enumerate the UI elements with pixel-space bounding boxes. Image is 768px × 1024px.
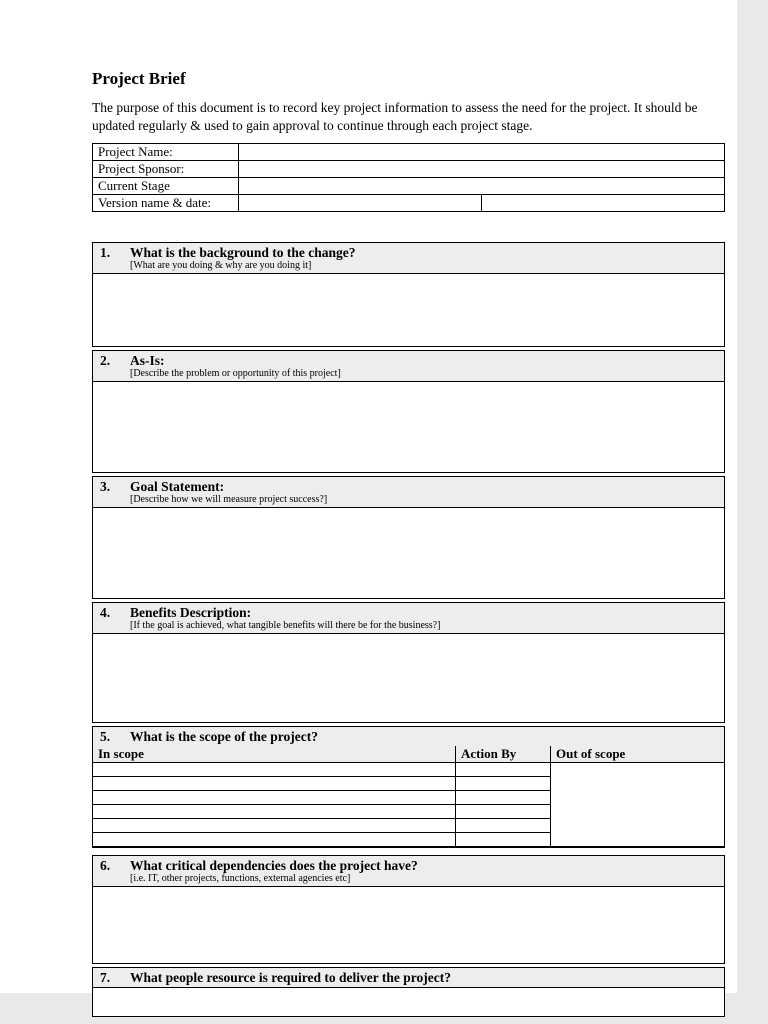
scope-table	[93, 746, 724, 847]
section-scope	[92, 726, 725, 848]
section-background-answer-area	[93, 274, 724, 346]
in-scope-cell	[93, 805, 456, 819]
section-title: What critical dependencies does the project have?	[130, 858, 418, 873]
section-number: 7.	[100, 970, 111, 985]
out-of-scope-cell	[551, 763, 725, 847]
section-title: Goal Statement:	[130, 479, 225, 494]
section-title: What is the scope of the project?	[130, 729, 318, 744]
in-scope-cell	[93, 763, 456, 777]
section-critical-dependencies	[92, 855, 725, 964]
in-scope-header: In scope	[93, 746, 456, 763]
section-header	[93, 351, 724, 382]
project-name-label: Project Name:	[93, 144, 239, 161]
scope-row	[93, 763, 724, 777]
section-as-is-answer-area	[93, 382, 724, 472]
section-people-answer-area	[93, 988, 724, 1016]
in-scope-cell	[93, 819, 456, 833]
intro-text: The purpose of this document is to record key project information to assess the need for the project. It should be updated regularly & used to gain approval to continue through each project stage.	[92, 100, 698, 133]
section-subtitle: [Describe the problem or opportunity of this project]	[130, 368, 341, 379]
section-people-resource	[92, 967, 725, 1017]
in-scope-cell	[93, 833, 456, 847]
section-title: What people resource is required to deliver the project?	[130, 970, 451, 985]
action-by-cell	[456, 833, 551, 847]
page-title: Project Brief	[92, 69, 186, 88]
section-header	[93, 727, 724, 746]
in-scope-cell	[93, 777, 456, 791]
action-by-header: Action By	[456, 746, 551, 763]
section-title: As-Is:	[130, 353, 165, 368]
table-row	[93, 178, 725, 195]
section-background	[92, 242, 725, 347]
section-subtitle: [i.e. IT, other projects, functions, external agencies etc]	[130, 873, 351, 884]
section-header	[93, 856, 724, 887]
section-title: What is the background to the change?	[130, 245, 356, 260]
section-header	[93, 243, 724, 274]
section-number: 4.	[100, 605, 111, 620]
section-subtitle: [Describe how we will measure project success?]	[130, 494, 328, 505]
section-goal-statement	[92, 476, 725, 599]
sections-container	[92, 242, 725, 1017]
out-of-scope-header: Out of scope	[551, 746, 725, 763]
document-content	[92, 0, 725, 1017]
scope-header-row	[93, 746, 724, 763]
table-row	[93, 195, 725, 212]
in-scope-cell	[93, 791, 456, 805]
section-header	[93, 477, 724, 508]
section-header	[93, 603, 724, 634]
version-name-value	[239, 195, 482, 212]
current-stage-label: Current Stage	[93, 178, 239, 195]
section-number: 6.	[100, 858, 111, 873]
table-row	[93, 144, 725, 161]
action-by-cell	[456, 791, 551, 805]
table-row	[93, 161, 725, 178]
action-by-cell	[456, 805, 551, 819]
section-number: 2.	[100, 353, 111, 368]
project-sponsor-value	[239, 161, 725, 178]
project-name-value	[239, 144, 725, 161]
version-date-value	[482, 195, 725, 212]
action-by-cell	[456, 819, 551, 833]
section-benefits-description	[92, 602, 725, 723]
action-by-cell	[456, 777, 551, 791]
section-number: 3.	[100, 479, 111, 494]
section-number: 1.	[100, 245, 111, 260]
section-subtitle: [What are you doing & why are you doing it]	[130, 260, 312, 271]
section-header	[93, 968, 724, 988]
action-by-cell	[456, 763, 551, 777]
section-title: Benefits Description:	[130, 605, 252, 620]
project-info-table	[92, 143, 725, 212]
section-benefits-answer-area	[93, 634, 724, 722]
current-stage-value	[239, 178, 725, 195]
section-goal-statement-answer-area	[93, 508, 724, 598]
section-number: 5.	[100, 729, 111, 744]
version-name-date-label: Version name & date:	[93, 195, 239, 212]
section-subtitle: [If the goal is achieved, what tangible benefits will there be for the business?]	[130, 620, 441, 631]
section-dependencies-answer-area	[93, 887, 724, 963]
project-sponsor-label: Project Sponsor:	[93, 161, 239, 178]
section-as-is	[92, 350, 725, 473]
